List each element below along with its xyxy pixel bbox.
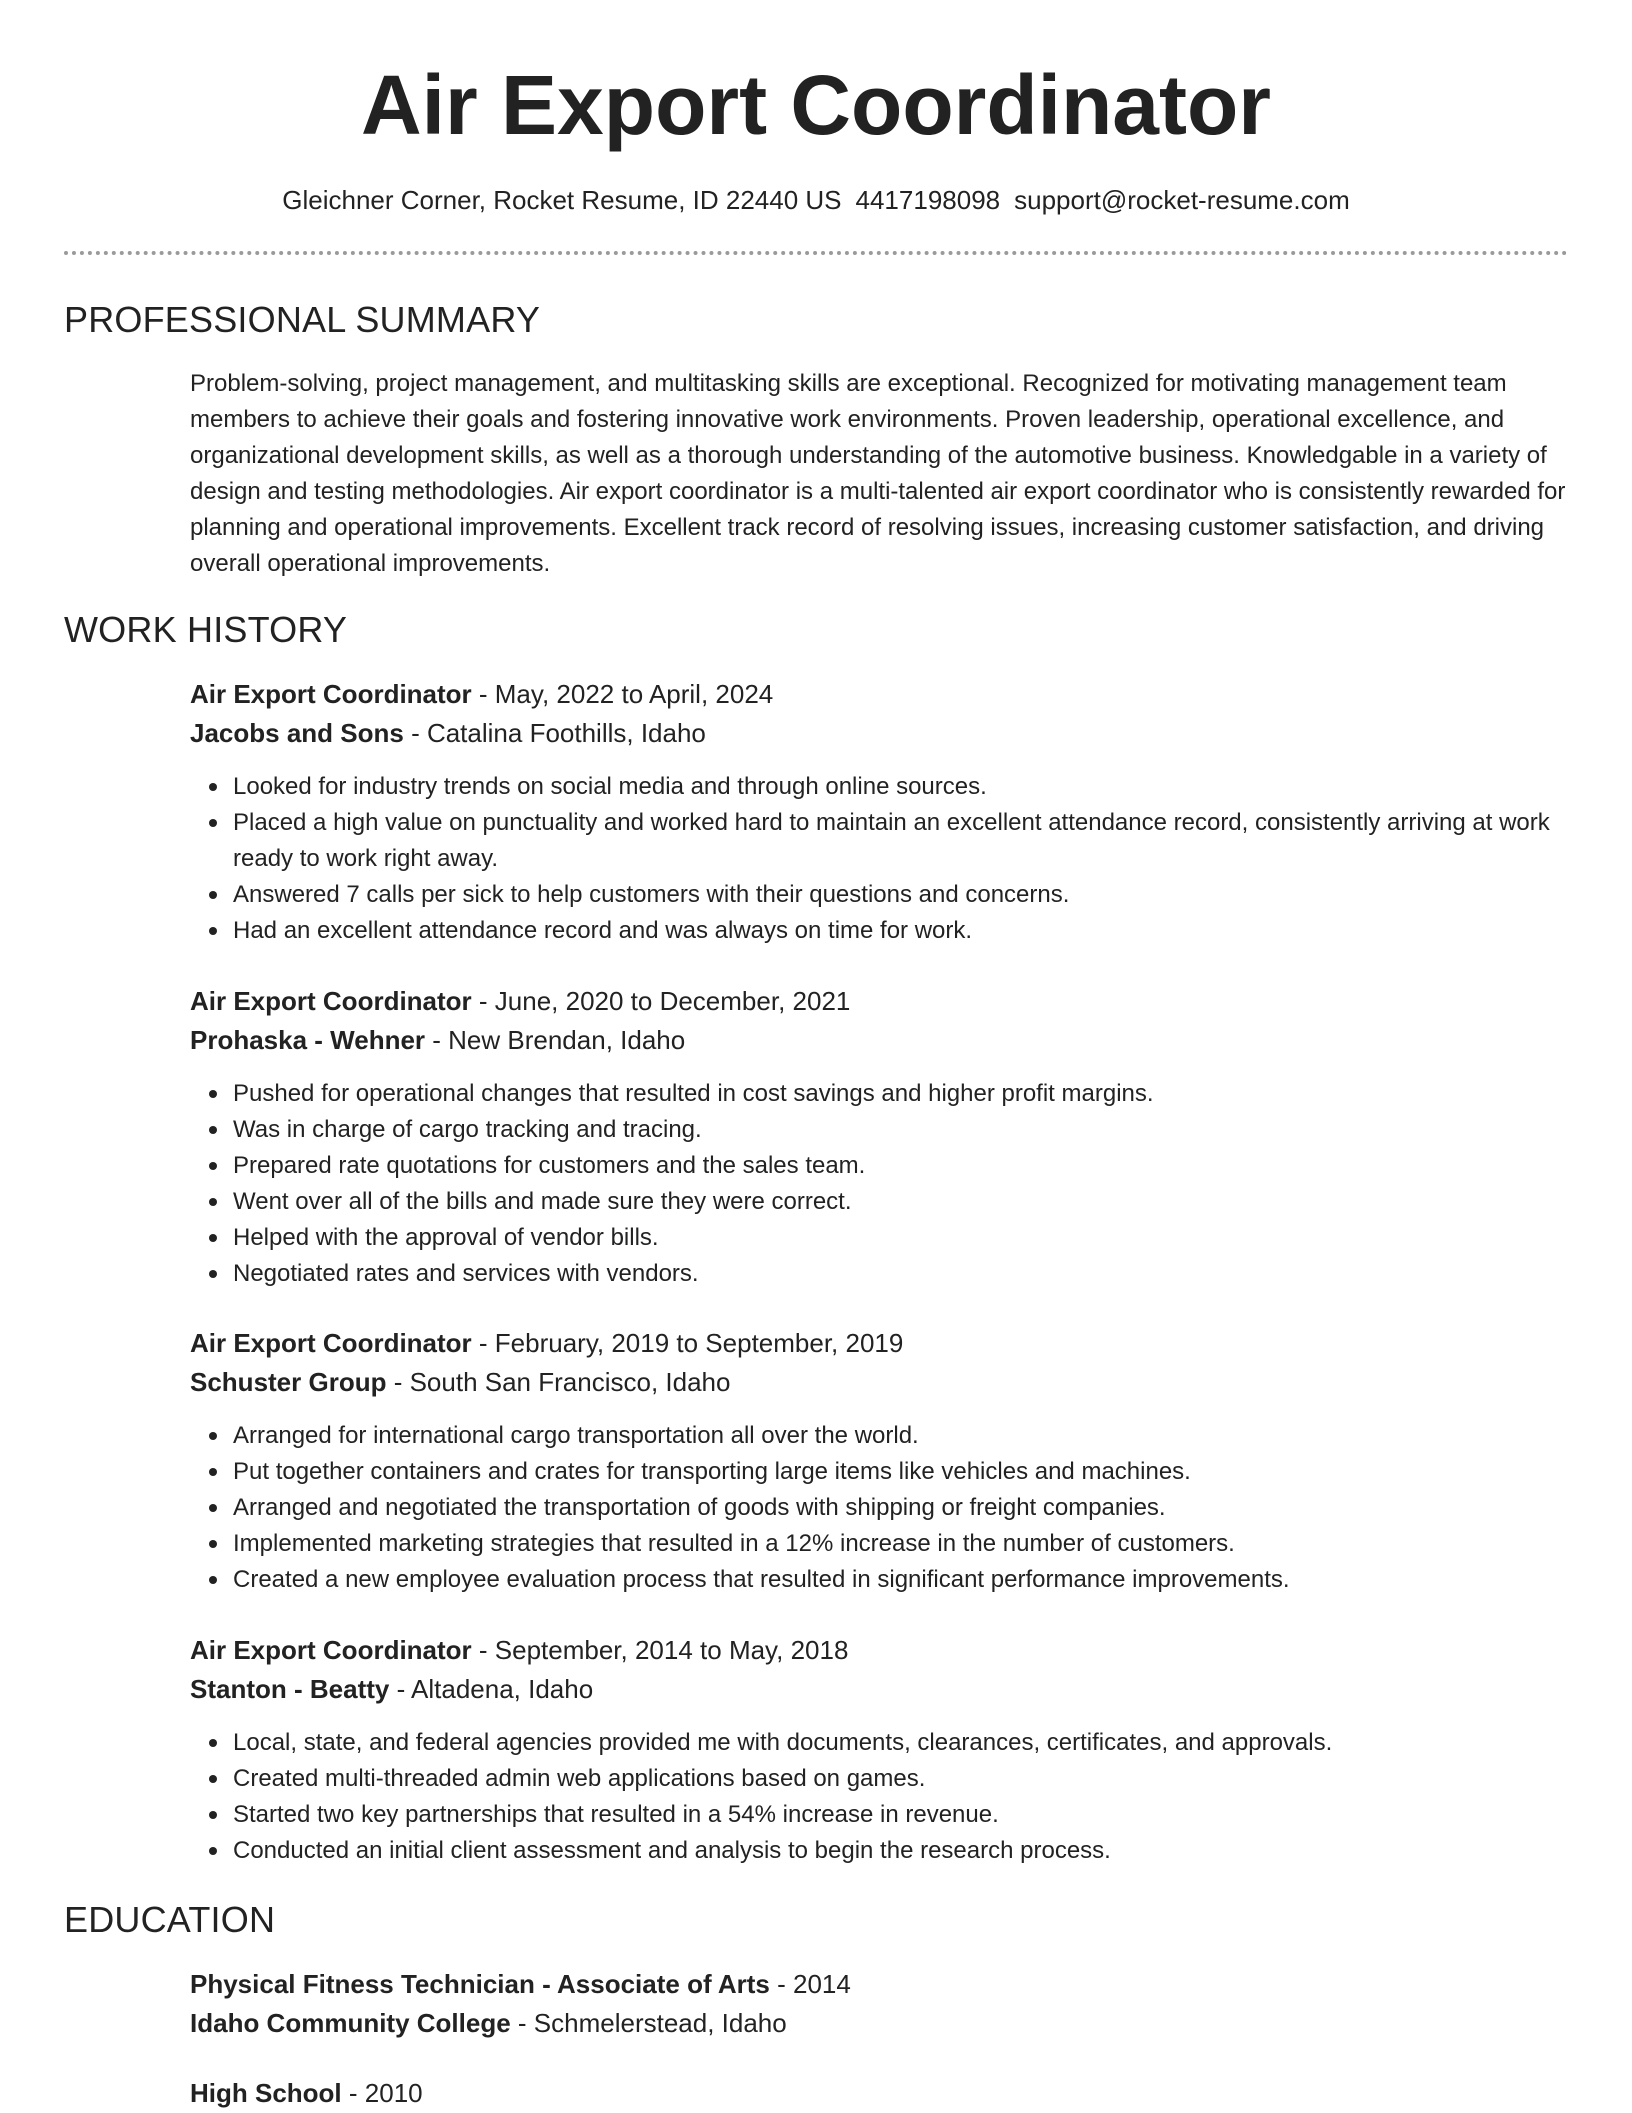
job-bullets <box>190 1076 1570 1292</box>
job-bullets <box>190 1725 1570 1869</box>
job-title-line <box>190 1324 1570 1363</box>
job-company-line <box>190 1363 1570 1402</box>
job-company-line <box>190 714 1570 753</box>
summary-text: Problem-solving, project management, and multitasking skills are exceptional. Recognized for motivating management team members to achieve their goals and fostering innovative work environments. Proven leadership, operational excellence, and organizational development skills, as well as a thorough understanding of the automotive business. Knowledgable in a variety of design and testing methodologies. Air export coordinator is a multi-talented air export coordinator who is consistently rewarded for planning and operational improvements. Excellent track record of resolving issues, increasing customer satisfaction, and driving overall operational improvements. <box>190 370 1566 577</box>
job-bullet: Local, state, and federal agencies provided me with documents, clearances, certificates, and approvals. <box>233 1725 1570 1761</box>
job-entry <box>190 1631 1570 1869</box>
job-bullet: Negotiated rates and services with vendors. <box>233 1256 1570 1292</box>
job-dates: - September, 2014 to May, 2018 <box>471 1635 849 1665</box>
job-bullet: Placed a high value on punctuality and worked hard to maintain an excellent attendance record, consistently arriving at work ready to work right away. <box>233 805 1570 877</box>
job-entry <box>190 675 1570 949</box>
job-title: Air Export Coordinator <box>190 1635 472 1665</box>
education-location: - Schmelerstead, Idaho <box>510 2008 787 2038</box>
job-bullet: Answered 7 calls per sick to help customers with their questions and concerns. <box>233 877 1570 913</box>
job-bullet: Looked for industry trends on social media and through online sources. <box>233 769 1570 805</box>
education-year: - 2010 <box>341 2078 423 2108</box>
job-title-line <box>190 982 1570 1021</box>
contact-phone: 4417198098 <box>855 185 1001 215</box>
job-bullet: Pushed for operational changes that resulted in cost savings and higher profit margins. <box>233 1076 1570 1112</box>
section-heading-summary: PROFESSIONAL SUMMARY <box>64 299 541 340</box>
job-bullet: Arranged and negotiated the transportation of goods with shipping or freight companies. <box>233 1490 1570 1526</box>
job-location: - New Brendan, Idaho <box>425 1025 686 1055</box>
job-entry <box>190 1324 1570 1598</box>
resume-title: Air Export Coordinator <box>360 58 1271 152</box>
education-degree-line <box>190 2074 1570 2113</box>
education-entry <box>190 1965 1570 2043</box>
job-bullets <box>190 769 1570 949</box>
job-bullet: Implemented marketing strategies that resulted in a 12% increase in the number of customers. <box>233 1526 1570 1562</box>
job-title: Air Export Coordinator <box>190 1328 472 1358</box>
job-bullet: Started two key partnerships that resulted in a 54% increase in revenue. <box>233 1797 1570 1833</box>
header-divider <box>64 251 1568 255</box>
job-dates: - February, 2019 to September, 2019 <box>471 1328 904 1358</box>
contact-address: Gleichner Corner, Rocket Resume, ID 22440 US <box>282 185 842 215</box>
job-bullet: Had an excellent attendance record and was always on time for work. <box>233 913 1570 949</box>
education-entry <box>190 2074 1570 2113</box>
section-heading-work-history: WORK HISTORY <box>64 609 348 650</box>
job-bullet: Created a new employee evaluation process that resulted in significant performance improvements. <box>233 1562 1570 1598</box>
job-entry <box>190 982 1570 1292</box>
job-bullet: Created multi-threaded admin web applications based on games. <box>233 1761 1570 1797</box>
job-bullet: Prepared rate quotations for customers and the sales team. <box>233 1148 1570 1184</box>
job-bullet: Helped with the approval of vendor bills. <box>233 1220 1570 1256</box>
education-degree-line <box>190 1965 1570 2004</box>
job-bullet: Put together containers and crates for transporting large items like vehicles and machines. <box>233 1454 1570 1490</box>
job-company-line <box>190 1670 1570 1709</box>
job-title: Air Export Coordinator <box>190 986 472 1016</box>
job-company: Schuster Group <box>190 1367 387 1397</box>
job-location: - Catalina Foothills, Idaho <box>403 718 706 748</box>
contact-line <box>0 182 1632 218</box>
job-company-line <box>190 1021 1570 1060</box>
job-company: Stanton - Beatty <box>190 1674 390 1704</box>
contact-email[interactable]: support@rocket-resume.com <box>1014 185 1350 215</box>
job-bullet: Arranged for international cargo transportation all over the world. <box>233 1418 1570 1454</box>
education-school-line <box>190 2004 1570 2043</box>
section-heading-education: EDUCATION <box>64 1899 276 1940</box>
job-bullet: Conducted an initial client assessment and analysis to begin the research process. <box>233 1833 1570 1869</box>
job-bullet: Was in charge of cargo tracking and tracing. <box>233 1112 1570 1148</box>
education-degree: Physical Fitness Technician - Associate of Arts <box>190 1969 770 1999</box>
job-location: - South San Francisco, Idaho <box>386 1367 731 1397</box>
education-school: Idaho Community College <box>190 2008 511 2038</box>
job-bullets <box>190 1418 1570 1598</box>
job-company: Prohaska - Wehner <box>190 1025 426 1055</box>
job-company: Jacobs and Sons <box>190 718 404 748</box>
job-title-line <box>190 675 1570 714</box>
job-bullet: Went over all of the bills and made sure they were correct. <box>233 1184 1570 1220</box>
job-title: Air Export Coordinator <box>190 679 472 709</box>
education-degree: High School <box>190 2078 342 2108</box>
education-year: - 2014 <box>769 1969 851 1999</box>
job-title-line <box>190 1631 1570 1670</box>
job-dates: - June, 2020 to December, 2021 <box>471 986 851 1016</box>
job-location: - Altadena, Idaho <box>389 1674 594 1704</box>
job-dates: - May, 2022 to April, 2024 <box>471 679 774 709</box>
